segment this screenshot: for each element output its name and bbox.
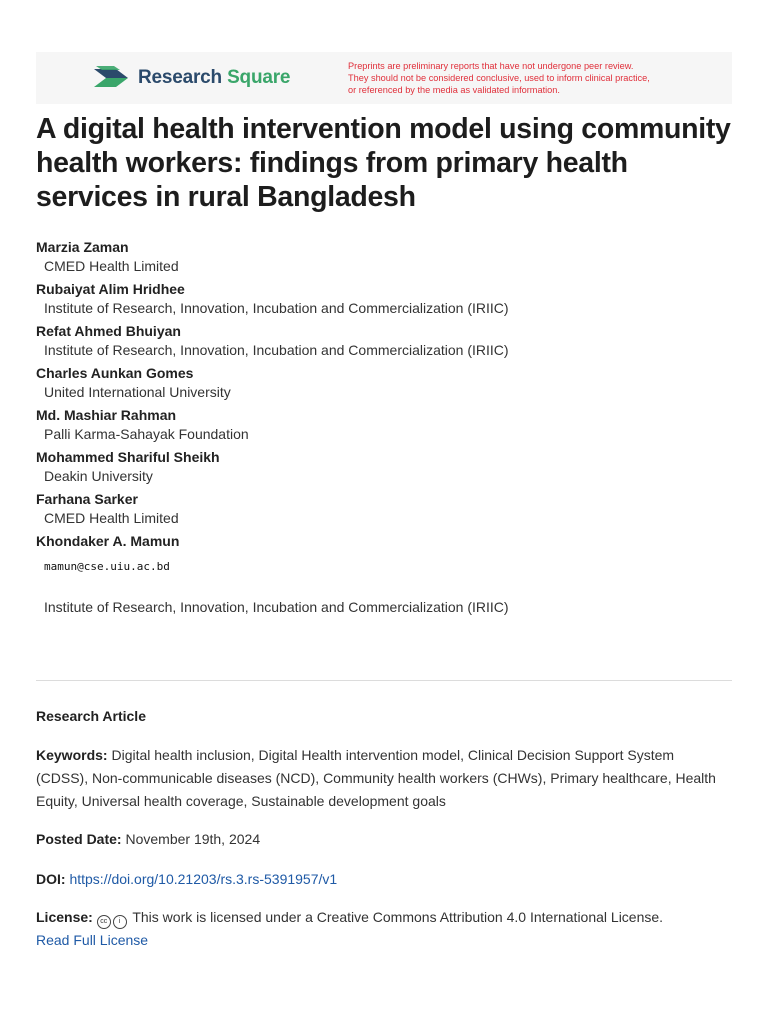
author-entry xyxy=(36,364,736,402)
logo-word-research: Research xyxy=(138,67,222,88)
author-name[interactable]: Refat Ahmed Bhuiyan xyxy=(36,323,181,339)
read-full-license-link[interactable]: Read Full License xyxy=(36,932,149,948)
author-entry xyxy=(36,280,736,318)
posted-date-value: November 19th, 2024 xyxy=(125,831,261,847)
author-name[interactable]: Rubaiyat Alim Hridhee xyxy=(36,281,185,297)
corresponding-author-entry xyxy=(36,532,736,617)
corresponding-author-email[interactable]: mamun@cse.uiu.ac.bd xyxy=(44,560,170,573)
preprint-notice xyxy=(348,60,718,96)
author-affiliation: Institute of Research, Innovation, Incubation and Commercialization (IRIIC) xyxy=(44,342,509,358)
license-block xyxy=(36,906,726,952)
cc-icon: cc xyxy=(97,915,111,929)
logo-wordmark xyxy=(138,67,290,89)
author-affiliation: Institute of Research, Innovation, Incubation and Commercialization (IRIIC) xyxy=(44,300,509,316)
author-entry xyxy=(36,322,736,360)
notice-line: They should not be considered conclusive, used to inform clinical practice, xyxy=(348,73,650,83)
author-name[interactable]: Charles Aunkan Gomes xyxy=(36,365,194,381)
author-affiliation: CMED Health Limited xyxy=(44,258,179,274)
posted-date-block xyxy=(36,828,726,851)
author-list xyxy=(36,238,736,621)
author-name[interactable]: Farhana Sarker xyxy=(36,491,138,507)
author-entry xyxy=(36,448,736,486)
notice-line: Preprints are preliminary reports that have not undergone peer review. xyxy=(348,61,634,71)
doi-label: DOI: xyxy=(36,871,66,887)
by-attribution-icon: i xyxy=(113,915,127,929)
research-square-logo-icon xyxy=(94,65,130,91)
author-entry xyxy=(36,238,736,276)
keywords-value: Digital health inclusion, Digital Health intervention model, Clinical Decision Support System (CDSS), Non-communicable diseases (NCD), Community health workers (CHWs), Primary healthcare, Health Equity, Universal health coverage, Sustainable development goals xyxy=(36,747,716,809)
article-type-label: Research Article xyxy=(36,708,146,724)
keywords-label: Keywords: xyxy=(36,747,108,763)
doi-link[interactable]: https://doi.org/10.21203/rs.3.rs-5391957/v1 xyxy=(69,871,338,887)
author-entry xyxy=(36,406,736,444)
article-type xyxy=(36,705,726,728)
author-affiliation: Palli Karma-Sahayak Foundation xyxy=(44,426,249,442)
research-square-logo[interactable] xyxy=(94,65,290,91)
license-label: License: xyxy=(36,909,93,925)
logo-word-square: Square xyxy=(227,67,291,88)
author-affiliation: CMED Health Limited xyxy=(44,510,179,526)
license-text: This work is licensed under a Creative Commons Attribution 4.0 International License. xyxy=(132,909,664,925)
section-divider xyxy=(36,680,732,681)
preprint-banner xyxy=(36,52,732,104)
notice-line: or referenced by the media as validated information. xyxy=(348,85,560,95)
author-name[interactable]: Md. Mashiar Rahman xyxy=(36,407,177,423)
doi-block xyxy=(36,868,726,891)
author-name[interactable]: Marzia Zaman xyxy=(36,239,129,255)
author-name[interactable]: Mohammed Shariful Sheikh xyxy=(36,449,220,465)
author-affiliation: Deakin University xyxy=(44,468,153,484)
keywords-block xyxy=(36,744,726,813)
corresponding-author-name[interactable]: Khondaker A. Mamun xyxy=(36,533,180,549)
posted-date-label: Posted Date: xyxy=(36,831,122,847)
paper-title: A digital health intervention model using community health workers: findings from primary health services in rural Bangladesh xyxy=(36,113,731,213)
author-entry xyxy=(36,490,736,528)
author-affiliation: United International University xyxy=(44,384,231,400)
author-affiliation: Institute of Research, Innovation, Incubation and Commercialization (IRIIC) xyxy=(44,599,509,615)
